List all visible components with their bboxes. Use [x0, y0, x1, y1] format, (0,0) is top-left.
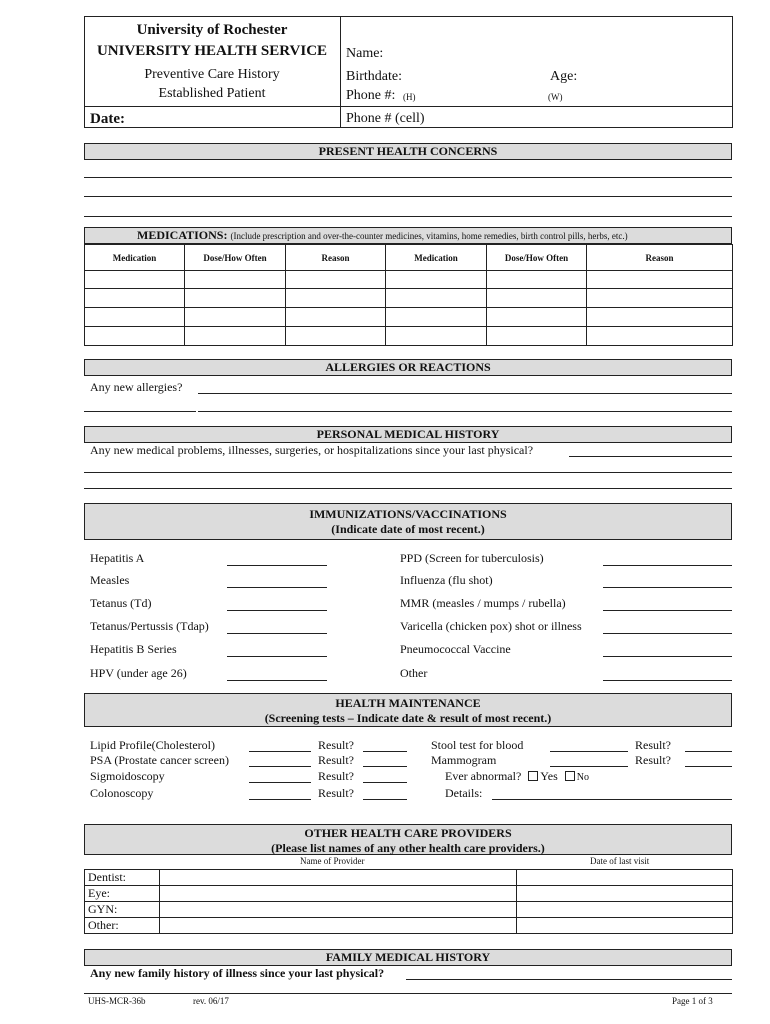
medications-title: MEDICATIONS: [137, 228, 228, 242]
personal-answer-line-1[interactable] [569, 456, 732, 457]
date-label: Date: [90, 111, 125, 127]
imm-date-line[interactable] [227, 633, 327, 634]
providers-subtitle: (Please list names of any other health care providers.) [271, 841, 545, 855]
hm-sigmoidoscopy: Sigmoidoscopy [90, 769, 165, 783]
provider-date-cell[interactable] [517, 902, 733, 918]
imm-date-line[interactable] [603, 633, 732, 634]
med-cell[interactable] [286, 327, 386, 346]
allergies-title: ALLERGIES OR REACTIONS [84, 359, 732, 376]
phone-home-label: (H) [403, 92, 416, 102]
page-number: Page 1 of 3 [672, 996, 713, 1006]
no-checkbox[interactable] [565, 771, 575, 781]
birthdate-label: Birthdate: [346, 69, 402, 84]
med-cell[interactable] [487, 289, 587, 308]
providers-table [84, 869, 733, 934]
provider-gyn-label: GYN: [85, 902, 160, 918]
provider-name-cell[interactable] [160, 918, 517, 934]
personal-answer-line-3[interactable] [84, 488, 732, 489]
imm-tdap: Tetanus/Pertussis (Tdap) [90, 619, 209, 633]
med-cell[interactable] [587, 327, 733, 346]
med-cell[interactable] [85, 271, 185, 289]
med-col-dose-2: Dose/How Often [487, 245, 587, 271]
maintenance-title-bar [84, 693, 732, 727]
form-title: Preventive Care History [144, 67, 280, 82]
provider-name-cell[interactable] [160, 902, 517, 918]
med-col-reason-2: Reason [587, 245, 733, 271]
imm-varicella: Varicella (chicken pox) shot or illness [400, 619, 582, 633]
phone-label: Phone #: [346, 88, 396, 103]
imm-influenza: Influenza (flu shot) [400, 573, 493, 587]
hm-result-label: Result? [318, 738, 354, 752]
imm-hpv: HPV (under age 26) [90, 666, 187, 680]
table-row [85, 902, 733, 918]
service-name: UNIVERSITY HEALTH SERVICE [96, 43, 328, 59]
table-row [85, 870, 733, 886]
imm-other: Other [400, 666, 428, 680]
med-cell[interactable] [587, 289, 733, 308]
imm-date-line[interactable] [603, 565, 732, 566]
med-cell[interactable] [286, 289, 386, 308]
med-cell[interactable] [85, 327, 185, 346]
med-cell[interactable] [85, 308, 185, 327]
hm-result-label: Result? [635, 753, 671, 767]
hm-details: Details: [445, 786, 483, 800]
hm-date-line[interactable] [249, 751, 311, 752]
yes-checkbox[interactable] [528, 771, 538, 781]
med-cell[interactable] [185, 308, 286, 327]
personal-history-question: Any new medical problems, illnesses, surgeries, or hospitalizations since your last physical? [90, 443, 534, 457]
hm-result-line[interactable] [363, 799, 407, 800]
med-cell[interactable] [587, 308, 733, 327]
med-cell[interactable] [587, 271, 733, 289]
hm-date-line[interactable] [550, 751, 628, 752]
imm-ppd: PPD (Screen for tuberculosis) [400, 551, 544, 565]
hm-result-line[interactable] [685, 751, 732, 752]
personal-history-title: PERSONAL MEDICAL HISTORY [84, 426, 732, 443]
imm-tetanus: Tetanus (Td) [90, 596, 152, 610]
allergies-answer-line-2[interactable] [84, 411, 196, 412]
yes-label: Yes [540, 769, 558, 783]
hm-date-line[interactable] [249, 766, 311, 767]
provider-date-cell[interactable] [517, 870, 733, 886]
form-subtitle: Established Patient [158, 86, 266, 101]
hm-date-line[interactable] [249, 799, 311, 800]
imm-date-line[interactable] [603, 680, 732, 681]
allergies-question: Any new allergies? [90, 380, 183, 394]
provider-name-cell[interactable] [160, 886, 517, 902]
imm-date-line[interactable] [227, 565, 327, 566]
med-cell[interactable] [487, 271, 587, 289]
providers-title-bar [84, 824, 732, 855]
med-cell[interactable] [286, 271, 386, 289]
med-col-medication-2: Medication [386, 245, 487, 271]
med-cell[interactable] [487, 327, 587, 346]
hm-date-line[interactable] [249, 782, 311, 783]
medications-table [84, 244, 733, 346]
family-history-title: FAMILY MEDICAL HISTORY [84, 949, 732, 966]
hm-result-label: Result? [635, 738, 671, 752]
imm-date-line[interactable] [603, 587, 732, 588]
hm-ever-abnormal-row [445, 769, 589, 784]
providers-col-name: Name of Provider [300, 856, 365, 866]
hm-result-line[interactable] [363, 782, 407, 783]
imm-hepatitis-b: Hepatitis B Series [90, 642, 177, 656]
imm-hepatitis-a: Hepatitis A [90, 551, 145, 565]
name-label: Name: [346, 46, 384, 61]
hm-result-line[interactable] [363, 751, 407, 752]
provider-eye-label: Eye: [85, 886, 160, 902]
med-cell[interactable] [185, 271, 286, 289]
form-revision: rev. 06/17 [193, 996, 229, 1006]
med-col-reason-1: Reason [286, 245, 386, 271]
family-history-question: Any new family history of illness since your last physical? [90, 966, 385, 980]
provider-name-cell[interactable] [160, 870, 517, 886]
providers-title: OTHER HEALTH CARE PROVIDERS [304, 826, 512, 840]
immunizations-title-bar [84, 503, 732, 540]
med-cell[interactable] [386, 327, 487, 346]
maintenance-title: HEALTH MAINTENANCE [335, 696, 481, 710]
hm-result-label: Result? [318, 786, 354, 800]
table-row [85, 327, 733, 346]
present-concerns-title: PRESENT HEALTH CONCERNS [84, 143, 732, 160]
provider-dentist-label: Dentist: [85, 870, 160, 886]
immunizations-subtitle: (Indicate date of most recent.) [331, 522, 485, 536]
hm-result-label: Result? [318, 753, 354, 767]
hm-result-label: Result? [318, 769, 354, 783]
hm-date-line[interactable] [550, 766, 628, 767]
table-row [85, 918, 733, 934]
med-cell[interactable] [386, 308, 487, 327]
hm-colonoscopy: Colonoscopy [90, 786, 154, 800]
no-label: No [576, 772, 589, 783]
age-label: Age: [550, 69, 578, 84]
hm-mammogram: Mammogram [431, 753, 497, 767]
providers-col-date: Date of last visit [590, 856, 650, 866]
imm-date-line[interactable] [227, 680, 327, 681]
imm-date-line[interactable] [227, 610, 327, 611]
table-row [85, 289, 733, 308]
hm-result-line[interactable] [363, 766, 407, 767]
hm-stool: Stool test for blood [431, 738, 524, 752]
provider-other-label: Other: [85, 918, 160, 934]
immunizations-title: IMMUNIZATIONS/VACCINATIONS [309, 507, 507, 521]
phone-cell-label: Phone # (cell) [346, 111, 425, 126]
concern-line-3[interactable] [84, 216, 732, 217]
med-cell[interactable] [185, 289, 286, 308]
hm-lipid: Lipid Profile(Cholesterol) [90, 738, 215, 752]
allergies-answer-line-3[interactable] [198, 411, 732, 412]
concern-line-2[interactable] [84, 196, 732, 197]
university-name: University of Rochester [136, 22, 288, 38]
medications-note: (Include prescription and over-the-counter medicines, vitamins, home remedies, birth control pills, herbs, etc.) [230, 231, 628, 241]
maintenance-subtitle: (Screening tests – Indicate date & result of most recent.) [264, 711, 552, 725]
hm-details-line[interactable] [492, 799, 732, 800]
imm-pneumococcal: Pneumococcal Vaccine [400, 642, 511, 656]
table-row [85, 271, 733, 289]
provider-date-cell[interactable] [517, 918, 733, 934]
table-row [85, 886, 733, 902]
med-cell[interactable] [386, 289, 487, 308]
med-cell[interactable] [286, 308, 386, 327]
footer-rule [84, 993, 732, 994]
med-cell[interactable] [85, 289, 185, 308]
family-answer-line[interactable] [406, 979, 732, 980]
header-divider [84, 106, 732, 107]
med-cell[interactable] [487, 308, 587, 327]
phone-work-label: (W) [548, 92, 563, 102]
hm-ever-abnormal: Ever abnormal? [445, 769, 522, 783]
imm-date-line[interactable] [603, 656, 732, 657]
form-id: UHS-MCR-36b [88, 996, 146, 1006]
allergies-answer-line-1[interactable] [198, 393, 732, 394]
med-cell[interactable] [185, 327, 286, 346]
hm-psa: PSA (Prostate cancer screen) [90, 753, 229, 767]
imm-measles: Measles [90, 573, 130, 587]
hm-result-line[interactable] [685, 766, 732, 767]
imm-date-line[interactable] [227, 587, 327, 588]
table-row [85, 308, 733, 327]
imm-date-line[interactable] [227, 656, 327, 657]
medications-title-bar [84, 227, 732, 244]
med-col-dose-1: Dose/How Often [185, 245, 286, 271]
provider-date-cell[interactable] [517, 886, 733, 902]
imm-date-line[interactable] [603, 610, 732, 611]
med-cell[interactable] [386, 271, 487, 289]
personal-answer-line-2[interactable] [84, 472, 732, 473]
imm-mmr: MMR (measles / mumps / rubella) [400, 596, 566, 610]
med-col-medication-1: Medication [85, 245, 185, 271]
concern-line-1[interactable] [84, 177, 732, 178]
